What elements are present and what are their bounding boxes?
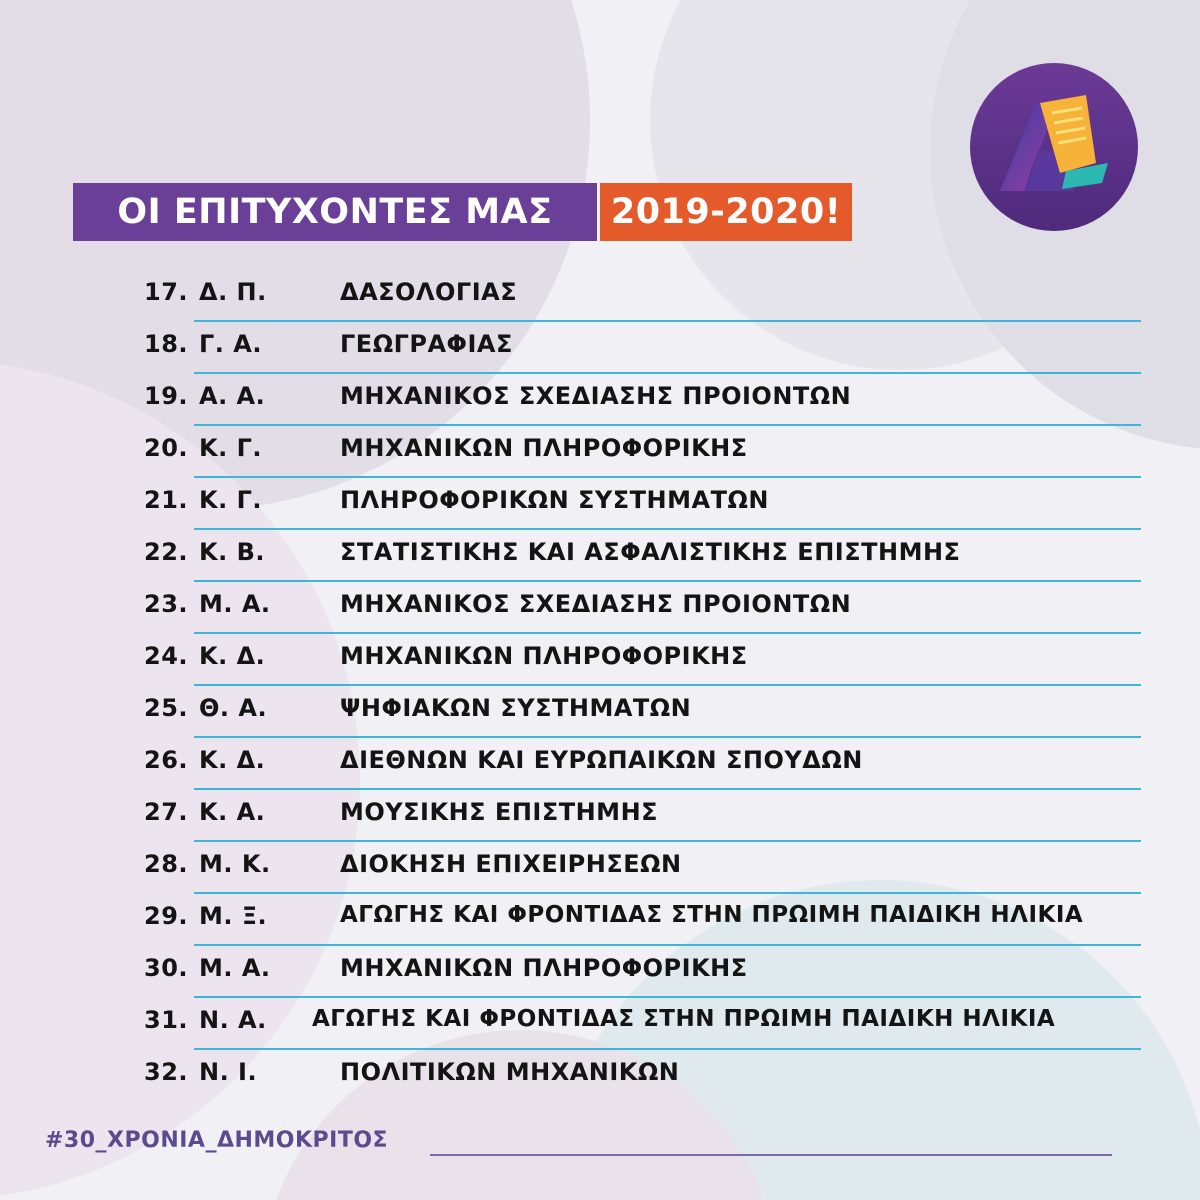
- row-department: ΣΤΑΤΙΣΤΙΚΗΣ ΚΑΙ ΑΣΦΑΛΙΣΤΙΚΗΣ ΕΠΙΣΤΗΜΗΣ: [340, 538, 961, 566]
- list-item: [0, 582, 1200, 634]
- row-initials: Ν. Ι.: [199, 1058, 258, 1086]
- row-department: ΜΗΧΑΝΙΚΩΝ ΠΛΗΡΟΦΟΡΙΚΗΣ: [340, 434, 748, 462]
- list-item: [0, 634, 1200, 686]
- row-department: ΑΓΩΓΗΣ ΚΑΙ ΦΡΟΝΤΙΔΑΣ ΣΤΗΝ ΠΡΩΙΜΗ ΠΑΙΔΙΚΗ ΗΛΙΚΙΑ: [340, 902, 1084, 928]
- row-number: 25.: [144, 694, 189, 722]
- row-number: 28.: [144, 850, 189, 878]
- row-initials: Κ. Γ.: [199, 434, 262, 462]
- row-number: 24.: [144, 642, 189, 670]
- row-initials: Μ. Ξ.: [199, 902, 268, 930]
- list-item: [0, 842, 1200, 894]
- list-item: [0, 1050, 1200, 1102]
- list-item: [0, 790, 1200, 842]
- row-department: ΨΗΦΙΑΚΩΝ ΣΥΣΤΗΜΑΤΩΝ: [340, 694, 692, 722]
- row-initials: Κ. Α.: [199, 798, 266, 826]
- footer-divider: [430, 1154, 1112, 1156]
- row-initials: Δ. Π.: [199, 278, 267, 306]
- row-initials: Κ. Β.: [199, 538, 265, 566]
- title-year: 2019-2020!: [600, 183, 852, 241]
- row-department: ΔΑΣΟΛΟΓΙΑΣ: [340, 278, 518, 306]
- row-number: 20.: [144, 434, 189, 462]
- row-department: ΜΟΥΣΙΚΗΣ ΕΠΙΣΤΗΜΗΣ: [340, 798, 659, 826]
- title-main: ΟΙ ΕΠΙΤΥΧΟΝΤΕΣ ΜΑΣ: [73, 183, 597, 241]
- row-department: ΑΓΩΓΗΣ ΚΑΙ ΦΡΟΝΤΙΔΑΣ ΣΤΗΝ ΠΡΩΙΜΗ ΠΑΙΔΙΚΗ ΗΛΙΚΙΑ: [312, 1006, 1056, 1032]
- row-number: 21.: [144, 486, 189, 514]
- title-banner: [73, 183, 852, 241]
- row-number: 31.: [144, 1006, 189, 1034]
- list-item: [0, 530, 1200, 582]
- list-item: [0, 270, 1200, 322]
- list-item: [0, 478, 1200, 530]
- row-number: 30.: [144, 954, 189, 982]
- row-department: ΜΗΧΑΝΙΚΩΝ ΠΛΗΡΟΦΟΡΙΚΗΣ: [340, 954, 748, 982]
- list-item: [0, 322, 1200, 374]
- list-item: [0, 374, 1200, 426]
- row-initials: Α. Α.: [199, 382, 266, 410]
- list-item: [0, 946, 1200, 998]
- row-number: 22.: [144, 538, 189, 566]
- row-department: ΓΕΩΓΡΑΦΙΑΣ: [340, 330, 513, 358]
- row-department: ΜΗΧΑΝΙΚΟΣ ΣΧΕΔΙΑΣΗΣ ΠΡΟΙΟΝΤΩΝ: [340, 382, 852, 410]
- row-department: ΔΙΕΘΝΩΝ ΚΑΙ ΕΥΡΩΠΑΙΚΩΝ ΣΠΟΥΔΩΝ: [340, 746, 863, 774]
- hashtag: #30_ΧΡΟΝΙΑ_ΔΗΜΟΚΡΙΤΟΣ: [45, 1128, 389, 1153]
- row-initials: Μ. Α.: [199, 590, 271, 618]
- row-number: 29.: [144, 902, 189, 930]
- row-initials: Κ. Δ.: [199, 642, 266, 670]
- row-initials: Γ. Α.: [199, 330, 262, 358]
- list-item: [0, 998, 1200, 1050]
- row-initials: Θ. Α.: [199, 694, 268, 722]
- list-item: [0, 686, 1200, 738]
- row-number: 32.: [144, 1058, 189, 1086]
- list-item: [0, 894, 1200, 946]
- row-number: 17.: [144, 278, 189, 306]
- row-number: 19.: [144, 382, 189, 410]
- list-item: [0, 426, 1200, 478]
- row-number: 23.: [144, 590, 189, 618]
- row-initials: Μ. Α.: [199, 954, 271, 982]
- list-item: [0, 738, 1200, 790]
- letter-a-scroll-logo-icon: [970, 63, 1138, 231]
- row-number: 26.: [144, 746, 189, 774]
- row-initials: Ν. Α.: [199, 1006, 267, 1034]
- row-department: ΜΗΧΑΝΙΚΟΣ ΣΧΕΔΙΑΣΗΣ ΠΡΟΙΟΝΤΩΝ: [340, 590, 852, 618]
- row-initials: Κ. Δ.: [199, 746, 266, 774]
- row-initials: Κ. Γ.: [199, 486, 262, 514]
- row-initials: Μ. Κ.: [199, 850, 271, 878]
- row-number: 18.: [144, 330, 189, 358]
- row-number: 27.: [144, 798, 189, 826]
- row-department: ΔΙΟΚΗΣΗ ΕΠΙΧΕΙΡΗΣΕΩΝ: [340, 850, 682, 878]
- row-department: ΜΗΧΑΝΙΚΩΝ ΠΛΗΡΟΦΟΡΙΚΗΣ: [340, 642, 748, 670]
- row-department: ΠΟΛΙΤΙΚΩΝ ΜΗΧΑΝΙΚΩΝ: [340, 1058, 680, 1086]
- row-department: ΠΛΗΡΟΦΟΡΙΚΩΝ ΣΥΣΤΗΜΑΤΩΝ: [340, 486, 769, 514]
